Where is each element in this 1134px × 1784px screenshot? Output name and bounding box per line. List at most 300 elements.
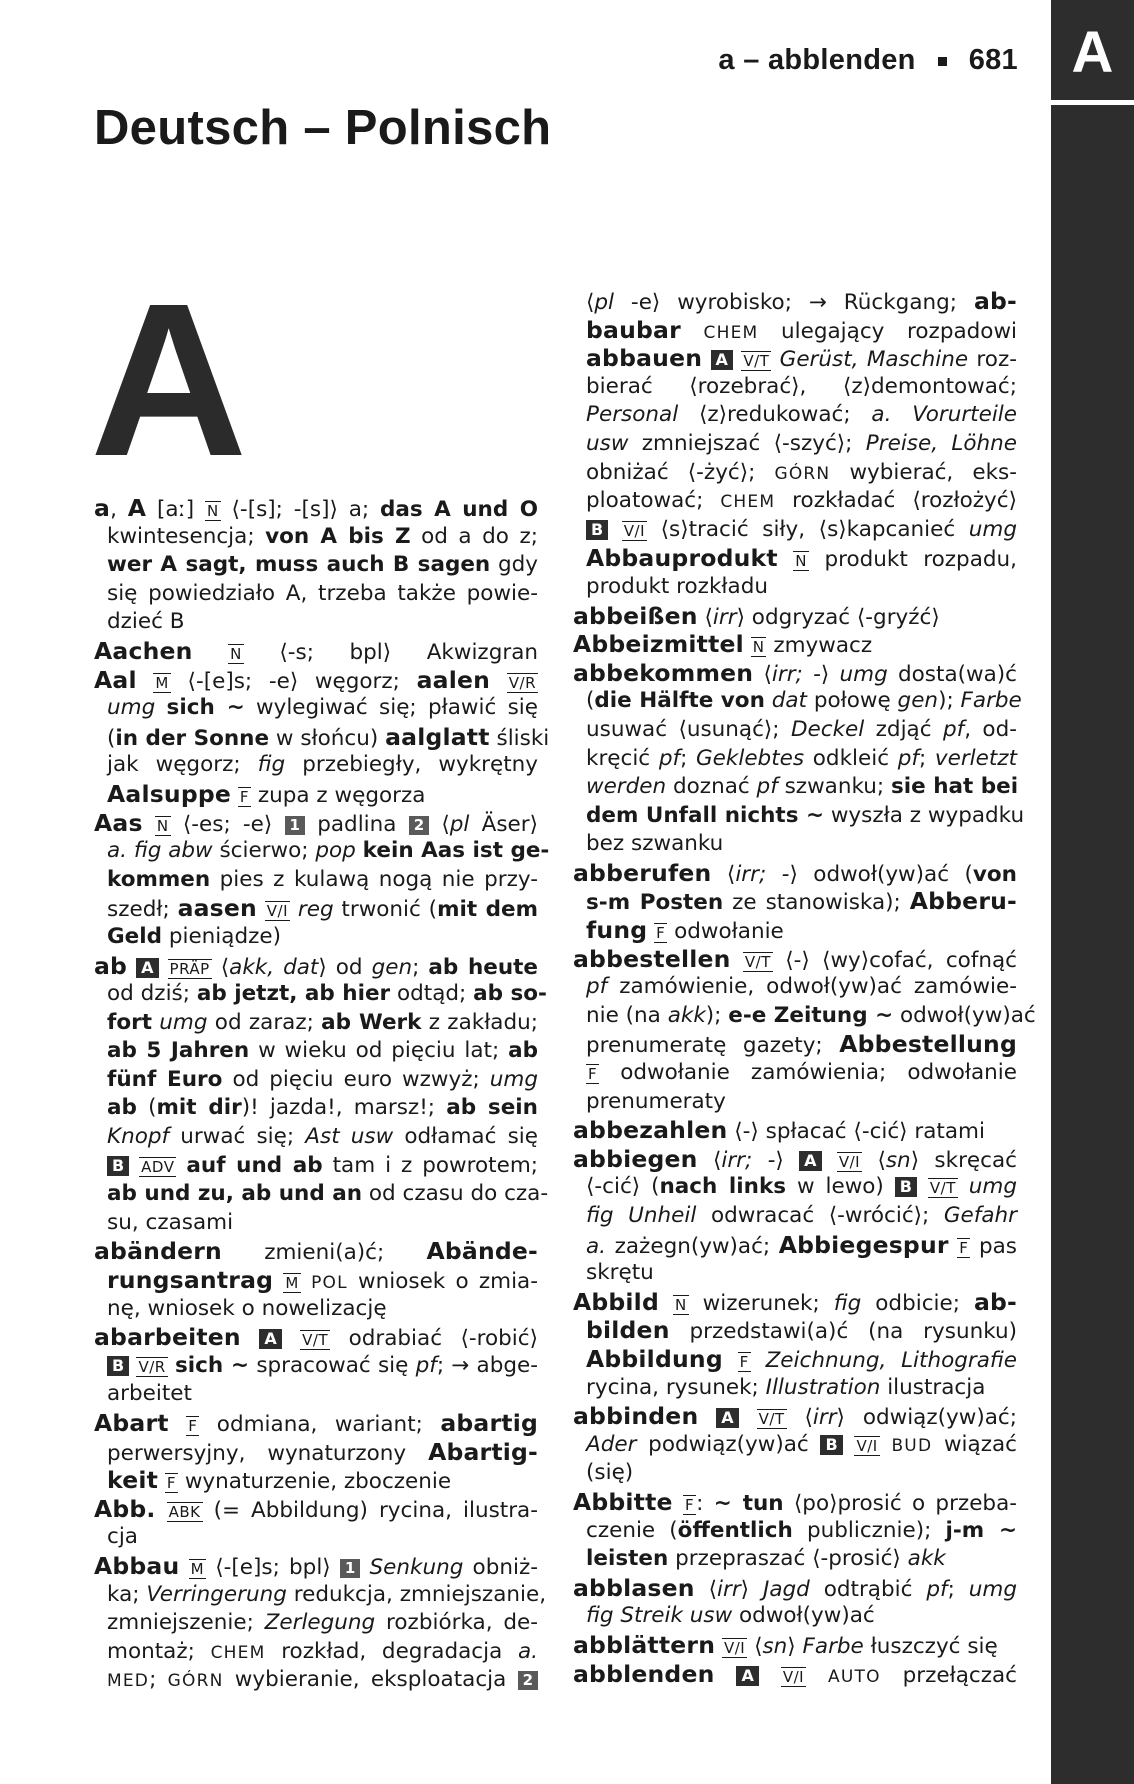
entry-headword-line: [94, 809, 538, 838]
italic-text: umg: [968, 1576, 1017, 1602]
italic-text: akk, dat: [229, 954, 319, 980]
definition-text: [360, 1555, 369, 1580]
bold-phrase: öffentlich: [677, 1517, 793, 1543]
italic-text: Knopf: [107, 1124, 170, 1150]
headword: abbeißen: [573, 601, 698, 630]
definition-text: odwołanie: [667, 919, 784, 945]
definition-text: [723, 1348, 738, 1373]
headword: Abbestellung: [839, 1030, 1017, 1059]
definition-text: ⟨: [747, 1633, 763, 1659]
definition-text: arbeitet: [107, 1381, 192, 1407]
entry-headword-line: [573, 945, 1017, 974]
italic-text: Geklebtes: [696, 745, 805, 771]
headword: ab-: [973, 1287, 1017, 1316]
definition-text: przebiegły, wykrętny: [285, 752, 539, 778]
headword: Abbau: [94, 1551, 180, 1580]
definition-text: ulegający rozpadowi: [758, 318, 1017, 344]
bold-phrase: fort: [107, 1009, 153, 1035]
definition-text: zupa z węgorza: [250, 782, 426, 808]
entry-continuation-line: [94, 980, 547, 1009]
definition-text: ze stanowiska);: [723, 890, 910, 916]
italic-text: pop: [315, 838, 356, 864]
entry-headword-line: [573, 602, 1017, 631]
bold-phrase: mit dir: [156, 1095, 242, 1121]
italic-text: Gefahr: [943, 1203, 1017, 1228]
entry-continuation-line: [94, 694, 538, 723]
entry-continuation-line: [94, 1066, 538, 1095]
definition-text: ⟨z⟩redukować;: [678, 402, 872, 428]
entry-continuation-line: [573, 287, 1017, 316]
definition-text: (: [136, 1095, 157, 1121]
definition-text: ⟨: [786, 1405, 813, 1431]
entry-continuation-line: [94, 608, 538, 637]
definition-text: [356, 838, 363, 863]
italic-text: Farbe: [802, 1633, 864, 1659]
entry-continuation-line: [573, 1202, 1017, 1231]
entry-continuation-line: [94, 523, 538, 552]
definition-text: [715, 1634, 722, 1659]
headword: baubar: [586, 315, 681, 344]
definition-text: czenie (: [586, 1517, 678, 1543]
entry-headword-line: [573, 1402, 1017, 1431]
definition-text: odwoł(yw)ać: [893, 1002, 1036, 1028]
sense-number: 2: [409, 816, 429, 835]
italic-text: umg: [968, 516, 1017, 542]
italic-text: Farbe: [960, 688, 1022, 714]
definition-text: [702, 347, 710, 372]
definition-text: [958, 1174, 969, 1199]
definition-text: [137, 669, 154, 694]
definition-text: ⟨: [694, 1576, 717, 1602]
grammar-label: PRÄP: [169, 959, 210, 978]
definition-text: obniżać ⟨-żyć⟩;: [586, 459, 775, 485]
entry-continuation-line: [94, 1037, 538, 1066]
definition-text: [806, 1663, 828, 1688]
headword: A: [127, 494, 147, 522]
definition-text: wynaturzenie, zboczenie: [178, 1469, 452, 1495]
headword: Abbildung: [586, 1344, 723, 1373]
entry-continuation-line: [94, 1009, 538, 1038]
section-marker: A: [716, 1408, 738, 1428]
definition-text: ⟨-es; -e⟩: [170, 811, 285, 837]
definition-text: produkt rozkładu: [586, 573, 768, 599]
definition-text: odtąd;: [390, 981, 474, 1007]
definition-text: bez szwanku: [586, 831, 724, 857]
definition-text: ; → abge-: [436, 1352, 539, 1378]
italic-text: Jagd: [762, 1576, 810, 1602]
definition-text: jak węgorz;: [107, 752, 258, 778]
headword: Aal: [94, 665, 137, 694]
entry-continuation-line: [573, 544, 1017, 573]
headword: keit: [107, 1466, 159, 1495]
definition-text: [778, 547, 793, 572]
entry-headword-line: [573, 1488, 1017, 1517]
entry-continuation-line: [94, 1438, 538, 1467]
headword: aalen: [416, 665, 491, 694]
thumb-index-letter: A: [1051, 0, 1134, 105]
entry-continuation-line: [573, 1602, 1017, 1631]
domain-label: AUTO: [828, 1666, 881, 1687]
definition-text: (się): [586, 1460, 634, 1486]
definition-text: spracować się: [249, 1352, 416, 1378]
definition-text: obniż-: [463, 1554, 538, 1580]
definition-text: [168, 1353, 175, 1378]
bold-phrase: kommen: [107, 866, 211, 892]
headword: abbiegen: [573, 1144, 698, 1173]
definition-text: [156, 1498, 167, 1523]
entry-continuation-line: [94, 1352, 538, 1381]
definition-text: odbicie;: [861, 1290, 974, 1316]
definition-text: rozkład, degradacja: [265, 1638, 518, 1664]
domain-label: GÓRN: [774, 463, 831, 484]
italic-text: a.: [586, 1233, 607, 1259]
entry-continuation-line: [573, 430, 1017, 459]
bold-phrase: ab sein: [446, 1095, 538, 1121]
bold-phrase: fünf Euro: [107, 1066, 223, 1092]
italic-text: sn: [885, 1147, 911, 1173]
entry-continuation-line: [573, 1173, 1017, 1202]
bold-phrase: sich ~: [166, 695, 245, 721]
bold-phrase: j-m ~: [945, 1517, 1017, 1543]
definition-text: zażegn(yw)ać;: [606, 1233, 779, 1259]
entry-continuation-line: [573, 1459, 1017, 1488]
definition-text: );: [705, 1002, 729, 1028]
entry-continuation-line: [94, 1295, 538, 1324]
domain-label: CHEM: [720, 492, 776, 513]
definition-text: kręcić: [586, 745, 659, 771]
grammar-label: F: [188, 1417, 198, 1435]
entry-continuation-line: [94, 780, 538, 809]
grammar-label: V/I: [782, 1667, 805, 1686]
definition-text: ,: [110, 497, 128, 522]
entry-continuation-line: [573, 887, 1017, 916]
italic-text: Personal: [586, 402, 679, 428]
bold-phrase: das A und O: [379, 497, 539, 522]
italic-text: pf: [415, 1352, 437, 1378]
definition-text: nie (na: [586, 1002, 668, 1028]
bold-phrase: ab so-: [473, 981, 547, 1007]
entry-continuation-line: [573, 830, 1017, 859]
headword: abarbeiten: [94, 1323, 241, 1352]
definition-text: [759, 1663, 781, 1688]
definition-text: ⟨-s; bpl⟩ Akwizgran: [243, 639, 538, 665]
entry-continuation-line: [94, 1466, 538, 1495]
entry-headword-line: [94, 1323, 538, 1352]
square-bullet-icon: [938, 57, 947, 66]
definition-text: [681, 319, 704, 344]
domain-label: BUD: [891, 1435, 933, 1456]
italic-text: umg: [489, 1066, 539, 1092]
dictionary-column-left: [94, 494, 550, 1695]
grammar-label: M: [155, 673, 169, 692]
italic-text: reg: [297, 897, 334, 923]
headword: fung: [586, 916, 648, 945]
definition-text: ⟨: [697, 604, 713, 630]
definition-text: ⟨-[s]; -[s]⟩ a;: [220, 497, 380, 522]
bold-phrase: ab heute: [428, 954, 539, 980]
italic-text: pf: [942, 716, 965, 742]
entry-continuation-line: [573, 1059, 1017, 1088]
definition-text: wizerunek;: [688, 1290, 834, 1316]
definition-text: prenumeraty: [586, 1088, 726, 1114]
definition-text: [aː]: [146, 497, 205, 522]
definition-text: odłamać się: [393, 1124, 538, 1150]
grammar-label: V/R: [138, 1357, 166, 1376]
definition-text: [739, 1405, 757, 1430]
italic-text: dat: [771, 688, 807, 714]
entry-continuation-line: [94, 1609, 538, 1638]
definition-text: [169, 1412, 186, 1437]
definition-text: wylegiwać się; pławić się: [244, 695, 538, 721]
definition-text: odkleić: [804, 745, 898, 771]
grammar-label: F: [739, 1352, 749, 1371]
definition-text: [301, 1269, 311, 1294]
section-marker: B: [895, 1177, 917, 1197]
definition-text: ka;: [107, 1581, 147, 1607]
bold-phrase: dem Unfall nichts ~: [586, 802, 825, 828]
definition-text: ⟨-cić⟩ (: [586, 1174, 660, 1200]
grammar-label: N: [752, 638, 765, 657]
entry-continuation-line: [94, 1123, 538, 1152]
definition-text: (: [586, 688, 595, 714]
definition-text: ⟨: [211, 954, 230, 980]
italic-text: Ader: [586, 1431, 637, 1457]
definition-text: zmniejszać ⟨-szyć⟩;: [628, 430, 866, 456]
entry-continuation-line: [94, 866, 538, 895]
definition-text: redukcja, zmniejszanie,: [286, 1581, 547, 1607]
definition-text: skrętu: [586, 1260, 654, 1286]
definition-text: rozkładać ⟨rozłożyć⟩: [775, 488, 1017, 514]
definition-text: ⟨-⟩ ⟨wy⟩cofać, cofnąć: [772, 947, 1017, 973]
entry-headword-line: [573, 1631, 1017, 1660]
section-marker: B: [107, 1356, 129, 1376]
section-marker: B: [107, 1156, 129, 1176]
italic-text: sn: [762, 1633, 788, 1659]
definition-text: montaż;: [107, 1638, 211, 1664]
grammar-label: F: [588, 1065, 598, 1084]
definition-text: przepraszać ⟨-prosić⟩: [668, 1546, 908, 1572]
definition-text: [231, 783, 238, 808]
entry-continuation-line: [573, 487, 1017, 516]
definition-text: [176, 1153, 186, 1178]
headword: abblenden: [573, 1659, 715, 1688]
definition-text: doznać: [666, 774, 757, 800]
bold-phrase: ab: [508, 1038, 538, 1064]
definition-text: ilustracja: [880, 1374, 986, 1400]
definition-text: ⟩: [775, 1147, 800, 1173]
italic-text: Ast usw: [305, 1124, 394, 1150]
definition-text: ⟨po⟩prosić o przeba-: [783, 1490, 1018, 1516]
section-letter: A: [90, 259, 248, 502]
definition-text: ⟩: [740, 1576, 763, 1602]
definition-text: :: [696, 1490, 714, 1516]
definition-text: w lewo): [786, 1174, 895, 1200]
headword: Abb.: [94, 1494, 156, 1523]
definition-text: ⟨: [586, 290, 595, 315]
headword: Aalsuppe: [107, 779, 231, 808]
definition-text: [273, 1269, 283, 1294]
entry-continuation-line: [94, 1152, 538, 1181]
headword: Abartig-: [428, 1437, 538, 1466]
definition-text: nę, wniosek o nowelizację: [107, 1295, 387, 1321]
italic-text: pf: [658, 745, 681, 771]
entry-continuation-line: [573, 745, 1017, 774]
definition-text: ⟨: [697, 1147, 722, 1173]
entry-continuation-line: [573, 1316, 1017, 1345]
definition-text: kwintesencja;: [107, 523, 266, 549]
entry-headword-line: [94, 1409, 538, 1438]
definition-text: [731, 948, 743, 973]
entry-continuation-line: [94, 1523, 538, 1552]
italic-text: Senkung: [369, 1554, 464, 1580]
bold-phrase: mit dem: [437, 897, 538, 923]
headword: abbezahlen: [573, 1116, 728, 1145]
headword: Aas: [94, 808, 143, 837]
entry-continuation-line: [94, 1638, 538, 1667]
definition-text: [143, 812, 155, 837]
bold-phrase: die Hälfte von: [594, 688, 765, 714]
entry-headword-line: [94, 494, 538, 523]
bold-phrase: ab Werk: [321, 1009, 422, 1035]
running-head-range: a – abblenden: [718, 44, 916, 76]
bold-phrase: leisten: [586, 1546, 669, 1572]
definition-text: zmieni(a)ć;: [221, 1240, 427, 1266]
entry-continuation-line: [573, 516, 1017, 545]
definition-text: [698, 1405, 716, 1430]
definition-text: [917, 1174, 928, 1199]
italic-text: Zerlegung: [264, 1610, 376, 1636]
entry-headword-line: [573, 659, 1017, 688]
entry-continuation-line: [573, 1431, 1017, 1460]
entry-continuation-line: [573, 344, 1017, 373]
entry-continuation-line: [573, 373, 1017, 402]
domain-label: CHEM: [703, 322, 759, 343]
entry-continuation-line: [573, 916, 1017, 945]
italic-text: gen: [897, 688, 939, 714]
headword: Abart: [94, 1409, 169, 1437]
page-title: Deutsch – Polnisch: [94, 101, 552, 155]
section-marker: A: [711, 350, 733, 370]
definition-text: od pięciu euro wzwyż;: [222, 1066, 490, 1092]
entry-headword-line: [94, 1552, 538, 1581]
definition-text: wiązać: [932, 1431, 1017, 1457]
definition-text: szwanku;: [777, 774, 891, 800]
headword: ab-: [973, 287, 1017, 315]
definition-text: [241, 1326, 259, 1351]
definition-text: [715, 1663, 737, 1688]
definition-text: połowę: [807, 688, 898, 714]
bold-phrase: ~ tun: [713, 1490, 784, 1516]
definition-text: zmniejszenie;: [107, 1610, 265, 1636]
grammar-label: N: [795, 552, 807, 571]
grammar-label: V/T: [743, 352, 770, 371]
entry-continuation-line: [573, 1345, 1017, 1374]
italic-text: irr; -: [721, 1147, 776, 1173]
definition-text: ⟩ skręcać: [910, 1147, 1017, 1173]
grammar-label: F: [166, 1474, 177, 1493]
sense-number: 1: [340, 1559, 360, 1578]
bold-phrase: Geld: [107, 923, 162, 949]
grammar-label: V/T: [929, 1179, 956, 1198]
headword: aalglatt: [385, 722, 490, 751]
entry-continuation-line: [573, 1517, 1017, 1546]
italic-text: irr; -: [735, 861, 790, 887]
italic-text: akk: [667, 1002, 706, 1028]
entry-continuation-line: [573, 1545, 1017, 1574]
italic-text: fig: [833, 1290, 862, 1316]
italic-text: pf: [926, 1576, 948, 1602]
entry-continuation-line: [573, 459, 1017, 488]
entry-headword-line: [573, 1660, 1017, 1689]
definition-text: ⟨-⟩ spłacać ⟨-cić⟩ ratami: [727, 1119, 985, 1145]
entry-headword-line: [573, 1574, 1017, 1603]
grammar-label: M: [190, 1559, 205, 1578]
definition-text: [179, 1555, 188, 1580]
definition-text: dzieć B: [107, 609, 185, 635]
entry-continuation-line: [94, 837, 550, 866]
entry-continuation-line: [573, 1030, 1017, 1059]
headword: Abberu-: [909, 887, 1017, 916]
definition-text: podwiąz(yw)ać: [636, 1431, 821, 1457]
entry-continuation-line: [573, 802, 1025, 831]
section-marker: B: [586, 520, 608, 540]
grammar-label: V/I: [723, 1638, 746, 1657]
definition-text: );: [938, 688, 961, 714]
entry-continuation-line: [94, 722, 550, 752]
entry-continuation-line: [94, 1380, 538, 1409]
entry-continuation-line: [573, 1374, 1017, 1403]
grammar-label: V/I: [623, 521, 646, 540]
definition-text: [129, 1153, 139, 1178]
definition-text: wybieranie, eksploatacja: [223, 1667, 518, 1693]
definition-text: ⟩ od: [318, 954, 372, 980]
italic-text: pl: [449, 811, 470, 837]
italic-text: umg: [839, 661, 888, 687]
definition-text: [290, 897, 298, 922]
definition-text: Äser⟩: [469, 811, 538, 837]
bold-phrase: nach links: [659, 1174, 787, 1200]
entry-headword-line: [94, 666, 538, 695]
bold-phrase: von: [972, 861, 1017, 887]
thumb-index-tab: [1051, 0, 1134, 1784]
grammar-label: V/I: [266, 902, 289, 921]
entry-headword-line: [573, 859, 1017, 888]
italic-text: Deckel: [790, 716, 865, 742]
definition-text: szedł;: [107, 897, 178, 923]
definition-text: ;: [149, 1667, 168, 1693]
italic-text: Gerüst, Maschine: [779, 347, 969, 373]
italic-text: fig Unheil: [586, 1203, 697, 1228]
grammar-label: V/T: [302, 1331, 329, 1350]
definition-text: rozbiórka, de-: [375, 1610, 538, 1636]
definition-text: zdjąć: [864, 716, 943, 742]
definition-text: [673, 1491, 683, 1516]
bold-phrase: kein Aas ist ge-: [362, 838, 550, 864]
definition-text: , od-: [964, 716, 1017, 742]
definition-text: w wieku od pięciu lat;: [249, 1038, 509, 1064]
definition-text: gdy: [490, 552, 538, 578]
definition-text: odmiana, wariant;: [199, 1412, 441, 1437]
headword: abändern: [94, 1237, 222, 1266]
headword: abartig: [440, 1409, 538, 1437]
definition-text: -e⟩ wyrobisko; → Rückgang;: [614, 290, 974, 315]
entry-continuation-line: [573, 1002, 1036, 1031]
definition-text: dosta(wa)ć: [887, 661, 1017, 687]
definition-text: ⟩ odgryzać ⟨-gryźć⟩: [736, 604, 940, 630]
definition-text: ⟨: [429, 811, 450, 837]
italic-text: pf: [897, 745, 919, 771]
italic-text: werden: [586, 774, 667, 800]
